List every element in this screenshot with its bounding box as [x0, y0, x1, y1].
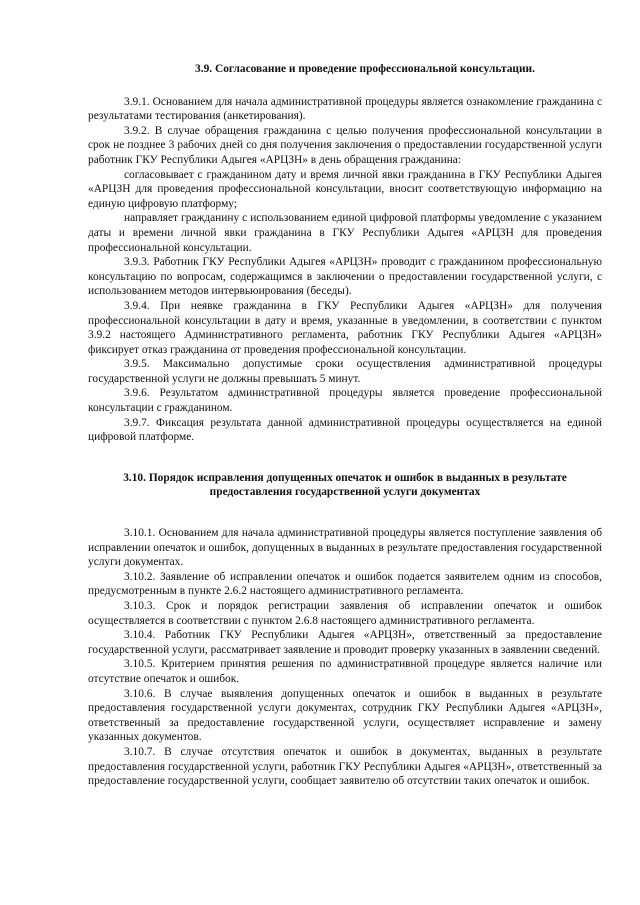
paragraph-3-10-4: 3.10.4. Работник ГКУ Республики Адыгея «АРЦЗН», ответственный за предоставление государственной услуги, рассматривает заявление и проводит проверку указанных в заявлении сведений.	[88, 629, 602, 656]
paragraph-3-9-1: 3.9.1. Основанием для начала административной процедуры является ознакомление гражданина с результатами тестирования (анкетирования).	[88, 95, 602, 123]
paragraph-3-10-7: 3.10.7. В случае отсутствия опечаток и ошибок в документах, выданных в результате предоставления государственной услуги, работник ГКУ Республики Адыгея «АРЦЗН», ответственный за предоставление государственной услуги, сообщает заявителю об отсутствии таких опечаток и ошибок.	[88, 745, 602, 788]
paragraph-3-9-5: 3.9.5. Максимально допустимые сроки осуществления административной процедуры государственной услуги не должны превышать 5 минут.	[88, 358, 602, 385]
paragraph-3-10-3: 3.10.3. Срок и порядок регистрации заявления об исправлении опечаток и ошибок осуществляется в соответствии с пунктом 2.6.8 настоящего административного регламента.	[88, 600, 602, 627]
paragraph-3-10-5: 3.10.5. Критерием принятия решения по административной процедуре является наличие или отсутствие опечаток и ошибок.	[88, 658, 602, 685]
paragraph-3-9-7: 3.9.7. Фиксация результата данной административной процедуры осуществляется на единой цифровой платформе.	[88, 416, 602, 444]
section-3-10-body	[88, 526, 602, 789]
paragraph-3-10-2: 3.10.2. Заявление об исправлении опечаток и ошибок подается заявителем одним из способов, предусмотренным в пункте 2.6.2 настоящего административного регламента.	[88, 570, 602, 598]
paragraph-3-10-6: 3.10.6. В случае выявления допущенных опечаток и ошибок в выданных в результате предоставления государственной услуги документах, сотрудник ГКУ Республики Адыгея «АРЦЗН», ответственный за предоставление государственной услуги, осуществляет исправление и замену указанных документов.	[88, 687, 602, 744]
section-3-9-body	[88, 95, 602, 445]
paragraph-3-9-2-item-1: согласовывает с гражданином дату и время личной явки гражданина в ГКУ Республики Адыгея «АРЦЗН для проведения профессиональной консультации, вносит соответствующую информацию на единую цифровую платформу;	[88, 168, 602, 210]
paragraph-3-9-2-item-2: направляет гражданину с использованием единой цифровой платформы уведомление с указанием даты и времени личной явки гражданина в ГКУ Республики Адыгея «АРЦЗН для проведения профессиональной консультации.	[88, 212, 602, 254]
paragraph-3-10-1: 3.10.1. Основанием для начала административной процедуры является поступление заявления об исправлении опечаток и ошибок, допущенных в выданных в результате предоставления государственной услуги документах.	[88, 527, 602, 569]
paragraph-3-9-4: 3.9.4. При неявке гражданина в ГКУ Республики Адыгея «АРЦЗН» для получения профессиональной консультации в дату и время, указанные в уведомлении, в соответствии с пунктом 3.9.2 настоящего Административного регламента, работник ГКУ Республики Адыгея «АРЦЗН» фиксирует отказ гражданина от проведения профессиональной консультации.	[88, 299, 602, 356]
paragraph-3-9-3: 3.9.3. Работник ГКУ Республики Адыгея «АРЦЗН» проводит с гражданином профессиональную консультацию по вопросам, содержащимся в заключении о предоставлении государственной услуги, с использованием методов интервьюирования (беседы).	[88, 256, 602, 298]
section-3-9-title: 3.9. Согласование и проведение профессиональной консультации.	[195, 63, 535, 75]
paragraph-3-9-2: 3.9.2. В случае обращения гражданина с целью получения профессиональной консультации в срок не позднее 3 рабочих дней со дня получения заключения о предоставлении государственной услуги работник ГКУ Республики Адыгея «АРЦЗН» в день обращения гражданина:	[88, 124, 602, 166]
section-3-10-title: 3.10. Порядок исправления допущенных опечаток и ошибок в выданных в результате предоставления государственной услуги документах	[123, 471, 567, 499]
paragraph-3-9-6: 3.9.6. Результатом административной процедуры является проведение профессиональной консультации с гражданином.	[88, 387, 602, 415]
